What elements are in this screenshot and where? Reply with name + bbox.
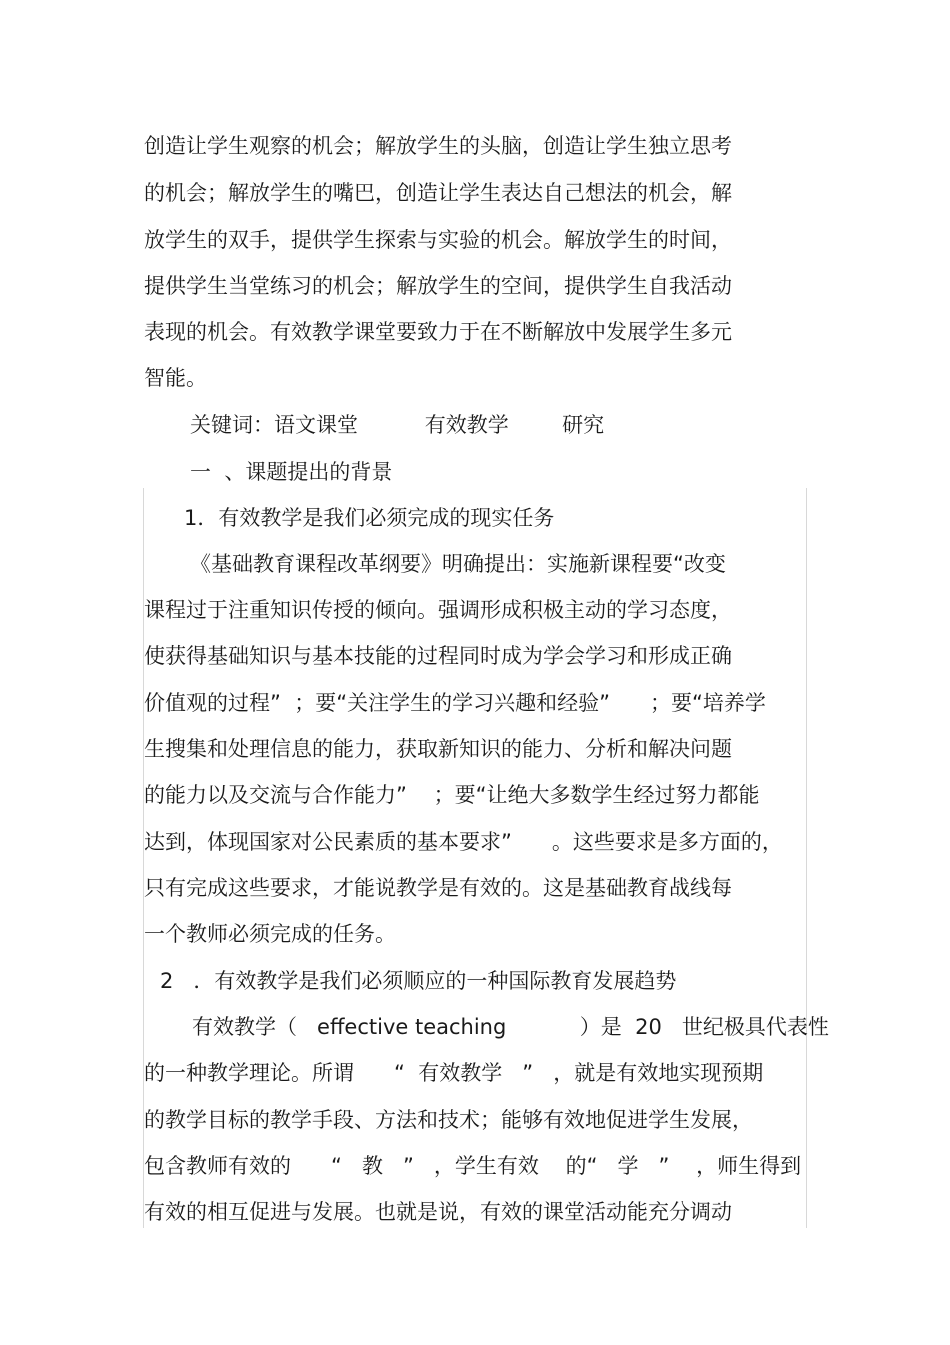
text-line-17: 只有完成这些要求，才能说教学是有效的。这是基础教育战线每: [144, 876, 732, 900]
text-line-22: 的教学目标的教学手段、方法和技术；能够有效地促进学生发展，: [144, 1108, 753, 1132]
text-line-15: 的能力以及交流与合作能力” ；要“让绝大多数学生经过努力都能: [144, 783, 760, 807]
text-line-24: 有效的相互促进与发展。也就是说，有效的课堂活动能充分调动: [144, 1200, 732, 1224]
text-line-16: 达到，体现国家对公民素质的基本要求” 。这些要求是多方面的，: [144, 830, 783, 854]
text-line-21: 的一种教学理论。所谓 “ 有效教学 ” ，就是有效地实现预期: [144, 1061, 764, 1085]
text-line-14: 生搜集和处理信息的能力，获取新知识的能力、分析和解决问题: [144, 737, 732, 761]
section-heading: 一 、课题提出的背景: [190, 460, 393, 484]
text-line-12: 使获得基础知识与基本技能的过程同时成为学会学习和形成正确: [144, 644, 732, 668]
text-line-23: 包含教师有效的 “ 教 ” ，学生有效 的“ 学 ” ，师生得到: [144, 1154, 802, 1178]
text-line-1: 创造让学生观察的机会；解放学生的头脑，创造让学生独立思考: [144, 134, 732, 158]
text-line-4: 提供学生当堂练习的机会；解放学生的空间，提供学生自我活动: [144, 274, 732, 298]
text-line-18: 一个教师必须完成的任务。: [144, 922, 396, 946]
text-line-6: 智能。: [144, 366, 207, 390]
subheading-2: 2 ．有效教学是我们必须顺应的一种国际教育发展趋势: [160, 969, 677, 993]
text-line-11: 课程过于注重知识传授的倾向。强调形成积极主动的学习态度，: [144, 598, 732, 622]
text-line-13: 价值观的过程” ；要“关注学生的学习兴趣和经验” ；要“培养学: [144, 691, 766, 715]
text-line-5: 表现的机会。有效教学课堂要致力于在不断解放中发展学生多元: [144, 320, 732, 344]
text-line-10: 《基础教育课程改革纲要》明确提出：实施新课程要“改变: [190, 552, 726, 576]
keywords-line: 关键词：语文课堂 有效教学 研究: [190, 413, 605, 437]
text-line-2: 的机会；解放学生的嘴巴，创造让学生表达自己想法的机会，解: [144, 181, 732, 205]
text-line-3: 放学生的双手，提供学生探索与实验的机会。解放学生的时间，: [144, 228, 732, 252]
subheading-1: 1．有效教学是我们必须完成的现实任务: [184, 506, 555, 530]
right-frame-line: [806, 488, 807, 1228]
text-line-20: 有效教学（ effective teaching ）是 20 世纪极具代表性: [192, 1015, 829, 1039]
